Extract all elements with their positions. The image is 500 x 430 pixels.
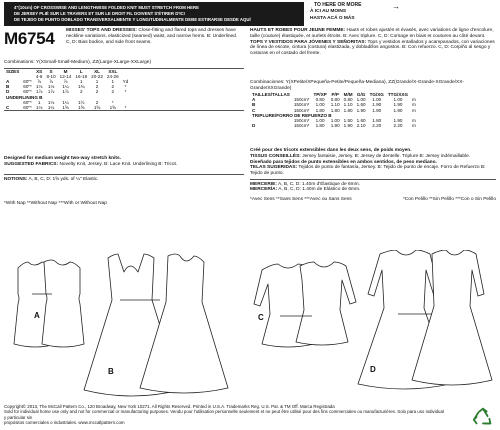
yardage-value: 1⅛ bbox=[47, 99, 55, 105]
yardage-value: 1.00 bbox=[372, 97, 382, 103]
yardage-value: 1½ bbox=[78, 99, 85, 105]
tissus-fr bbox=[250, 154, 496, 160]
gauge-target-en: TO HERE OR MORE bbox=[314, 2, 362, 8]
yardage-value: 1¼ bbox=[47, 105, 55, 111]
sizes-label: TAILLES/TALLAS bbox=[252, 92, 290, 97]
view-letter: A bbox=[252, 97, 256, 103]
view-letter: D bbox=[6, 89, 10, 95]
yardage-value: 2 bbox=[111, 89, 115, 95]
copyright-line: Copyright© 2013, The McCall Pattern Co., 120 Broadway, New York 10271. All Rights Reserved. Printed in U.S.A. Trademarks Reg. U.S. Pat. & TM Off. Marca Registrada bbox=[4, 404, 335, 409]
view-a-drawing bbox=[14, 260, 84, 347]
size-number: 16-18 bbox=[75, 73, 88, 79]
tissus-text: Jersey fantaisie, Jersey. B: Jersey de dentelle. Triplure B: Jersey indémaillable. bbox=[300, 153, 471, 159]
description-fr bbox=[250, 28, 496, 40]
yardage-value: 2.20 bbox=[372, 123, 382, 129]
fabric-width: 60"* bbox=[23, 105, 32, 111]
fabric-width: 60"* bbox=[23, 99, 32, 105]
yardage-table-en bbox=[4, 68, 244, 111]
view-label-b: B bbox=[108, 367, 114, 376]
yardage-value: 1.80 bbox=[372, 118, 382, 124]
size-label: XXL bbox=[108, 68, 118, 74]
size-label: TP/XP bbox=[313, 92, 327, 97]
gauge-text-en: 4"(10cm) OF CROSSWISE AND LENGTHWISE FOLDED KNIT MUST STRETCH FROM HERE bbox=[14, 5, 199, 10]
fabric-width: 60"* bbox=[23, 79, 32, 84]
size-number: 4-6 bbox=[35, 73, 43, 79]
divider bbox=[250, 179, 496, 180]
yardage-value: 0.80 bbox=[315, 97, 325, 103]
yardage-value: 0.80 bbox=[330, 97, 340, 103]
yardage-value: 2 bbox=[95, 84, 99, 90]
yardage-value: 1.90 bbox=[372, 102, 382, 108]
yardage-value: 1¾ bbox=[78, 84, 85, 90]
size-label: TTG/XXG bbox=[387, 92, 409, 97]
size-label: XS bbox=[36, 68, 43, 74]
unit-label: Yd bbox=[122, 79, 129, 84]
fabric-width: 150cm* bbox=[293, 97, 310, 103]
view-letter: B bbox=[6, 84, 10, 90]
fabric-width: 60"* bbox=[23, 84, 32, 90]
yardage-value: 1.90 bbox=[356, 107, 366, 113]
merceria-text: A, B, C, D: 1.40m de Elástico de 6mm. bbox=[277, 187, 361, 193]
gauge-target bbox=[304, 2, 404, 26]
size-label: TG/XG bbox=[369, 92, 384, 97]
size-label: P/P bbox=[331, 92, 339, 97]
view-letter: D bbox=[252, 123, 256, 129]
view-b-drawing bbox=[84, 254, 228, 396]
yardage-value: 1.00 bbox=[330, 118, 340, 124]
unit-label: m bbox=[412, 102, 416, 108]
yardage-value: 1.90 bbox=[393, 118, 403, 124]
yardage-value: 1.80 bbox=[315, 107, 325, 113]
unit-label: m bbox=[412, 97, 416, 103]
fabric-width: 150cm* bbox=[293, 123, 310, 129]
view-label-d: D bbox=[370, 365, 376, 374]
size-label: XL bbox=[94, 68, 100, 74]
yardage-value: 1.00 bbox=[315, 118, 325, 124]
gauge-target-fr: À ICI AU MOINS bbox=[310, 9, 347, 14]
yardage-value: 1.60 bbox=[356, 118, 366, 124]
arrow-right-icon: → bbox=[392, 2, 400, 11]
yardage-value: 1.80 bbox=[315, 123, 325, 129]
description-en-heading: MISSES' TOPS AND DRESSES: bbox=[66, 28, 137, 33]
suggested-fabrics-en bbox=[4, 162, 244, 168]
yardage-value: 1.10 bbox=[330, 102, 340, 108]
unit-label: m bbox=[412, 118, 416, 124]
telas-text: Tejidos de punto de fantasía, Jersey. B: Tejido de punto de encaje. Forro de Refuerzo B: Tejido de punto. bbox=[250, 165, 486, 177]
fabric-width: 150cm* bbox=[293, 118, 310, 124]
view-d-drawing bbox=[358, 250, 492, 389]
mercerie-heading: MERCERIE: bbox=[250, 181, 277, 187]
size-label: L bbox=[79, 68, 83, 74]
yardage-value: 1.80 bbox=[343, 107, 353, 113]
size-label: S bbox=[49, 68, 53, 74]
description-fr-text: Hauts et robes ajustés et évasés, avec variations de ligne d'encolure, taille (couture) élastiquée, et ourlets étroits. B: Avec triplure. C, D: Corsage en biais et coutures au côté devant. bbox=[250, 28, 494, 39]
mercerie-text: A, B, C, D: 1.40m d'Élastique de 6mm. bbox=[276, 181, 360, 187]
yardage-value: 1.50 bbox=[343, 118, 353, 124]
nap-legend-es: *Con Pelillo **Sin Pelillo ***Con o Sin Pelillo bbox=[402, 197, 496, 203]
view-c-drawing bbox=[254, 262, 356, 347]
description-es-text: Tops y vestidos entallados y acampanados, con variaciones de línea de escote, cintura (costura) elastizada, y dobladillos angostos. B: Con refuerzo. C, D: Corpiño al sesgo y costuras en el costado del frente. bbox=[250, 39, 495, 57]
yardage-value: 1.60 bbox=[356, 102, 366, 108]
view-label-a: A bbox=[34, 311, 40, 320]
view-letter: A bbox=[6, 79, 10, 84]
yardage-value: 1.10 bbox=[343, 102, 353, 108]
usage-line-2: propósitos comerciales o industriales. www.mccallpattern.com bbox=[4, 420, 125, 426]
yardage-value: 1.80 bbox=[330, 107, 340, 113]
nap-legend-fr: *Avec Sens **Sans Sens ***Avec ou Sans Sens bbox=[250, 197, 352, 203]
fabric-width: 150cm* bbox=[293, 107, 310, 113]
yardage-value: 1¼ bbox=[62, 99, 69, 105]
description-fr-heading: HAUTS ET ROBES POUR JEUNE FEMME: bbox=[250, 28, 346, 33]
yardage-value: 1.90 bbox=[393, 102, 403, 108]
yardage-value: * bbox=[111, 99, 114, 105]
stretch-gauge bbox=[4, 2, 404, 26]
merceria-es bbox=[250, 187, 496, 193]
size-number: 24-26 bbox=[106, 73, 119, 79]
nap-legend-en: *With Nap **Without Nap ***With or Without Nap bbox=[4, 200, 107, 206]
gauge-text-fr: DE JERSEY PLIÉ SUR LE TRAVERS ET SUR LE DROIT FIL DOIVENT S'ÉTIRER D'ICI bbox=[14, 11, 185, 16]
description-en-text: Close-fitting and flared tops and dresses have neckline variations, elasticized (seamed) waist, and narrow hems. B: Underlined. C, D: Bias bodice, and side front seams. bbox=[66, 28, 238, 45]
view-letter: C bbox=[252, 107, 256, 113]
recycle-icon bbox=[472, 406, 494, 428]
merceria-heading: MERCERÍA: bbox=[250, 187, 278, 193]
notes-en bbox=[4, 156, 244, 207]
fabric-width: 60"* bbox=[23, 89, 32, 95]
yardage-value: 1⅞ bbox=[47, 89, 55, 95]
yardage-value: 2 bbox=[95, 99, 99, 105]
yardage-row bbox=[4, 105, 130, 110]
description-fr-es bbox=[250, 28, 496, 57]
telas-heading: TELAS SUGERIDAS: bbox=[250, 165, 298, 171]
yardage-value: 1 bbox=[80, 79, 83, 84]
pattern-number: M6754 bbox=[4, 29, 55, 48]
size-number: 20-22 bbox=[91, 73, 103, 79]
size-number: 12-14 bbox=[59, 73, 72, 79]
size-label: M bbox=[63, 68, 68, 74]
sizes-label: SIZES bbox=[6, 68, 20, 74]
yardage-value: 1⅝ bbox=[109, 105, 116, 111]
yardage-value: ⅞ bbox=[63, 79, 68, 84]
yardage-value: 1⅝ bbox=[78, 105, 85, 111]
notions-text: A, B, C, D: 1⅝ yds. of ¼" Elastic. bbox=[27, 177, 99, 183]
yardage-value: 2 bbox=[111, 84, 115, 90]
view-label-c: C bbox=[258, 313, 264, 322]
telas-es bbox=[250, 165, 496, 177]
description-es-heading: TOPS Y VESTIDOS PARA JÓVENES Y SEÑORITAS: bbox=[250, 39, 367, 45]
yardage-value: 1⅝ bbox=[62, 105, 69, 111]
yardage-value: 1⅞ bbox=[35, 89, 43, 95]
divider bbox=[4, 174, 244, 175]
yardage-value: 1.90 bbox=[372, 107, 382, 113]
divider bbox=[4, 110, 244, 111]
copyright-footer bbox=[4, 404, 444, 426]
yardage-value: 2 bbox=[80, 89, 83, 95]
unit-label: * bbox=[124, 89, 127, 95]
yardage-value: 2 bbox=[95, 89, 99, 95]
unit-label: * bbox=[124, 84, 127, 90]
yardage-value: ⅞ bbox=[37, 79, 42, 84]
yardage-value: 1.00 bbox=[393, 97, 403, 103]
interfacing-row bbox=[250, 123, 418, 128]
combinations-es: Combinaciones: Y(XPetite/XPequeña-Petite/Pequeña-Mediana), ZZ(Grande/X-Grande-XGrande/XX-Grande/XXGrande) bbox=[250, 80, 465, 91]
yardage-value: ⅞ bbox=[49, 79, 53, 84]
yardage-value: 1 bbox=[111, 79, 115, 84]
usage-line: Sold for individual home use only and not for commercial or manufacturing purposes. Vendu pour l'utilisation personnelle seulement et ne peut être utilisé pour des fins commerciales ou manufacturières. Solo para uso individual y particular sin bbox=[4, 409, 444, 420]
view-letter: B bbox=[252, 102, 256, 108]
gauge-text-es: DE TEJIDO DE PUNTO DOBLADO TRANSVERSALMENTE Y LONGITUDINALMENTE DEBE ESTIRARSE DESDE AQUÍ bbox=[14, 17, 251, 22]
nap-legend-fr-es bbox=[250, 197, 496, 203]
yardage-value: 1⅛ bbox=[35, 84, 43, 90]
underlining-label: UNDERLINING B bbox=[6, 94, 43, 100]
yardage-value: 1⅛ bbox=[35, 105, 43, 111]
yardage-value: 1⅝ bbox=[93, 105, 101, 111]
notions-en bbox=[4, 177, 244, 183]
combinations-en: Combinations: Y(XSmall-Small-Medium), ZZ(Large-XLarge-XXLarge) bbox=[4, 60, 152, 65]
size-label: M/M bbox=[343, 92, 353, 97]
yardage-value: 1.90 bbox=[393, 107, 403, 113]
yardage-row bbox=[4, 89, 130, 94]
suggested-fabrics-heading: SUGGESTED FABRICS: bbox=[4, 161, 59, 167]
yardage-value: 1.00 bbox=[315, 102, 325, 108]
yardage-value: 1.00 bbox=[356, 97, 366, 103]
size-number: 8-10 bbox=[46, 73, 56, 79]
yardage-value: 2.20 bbox=[393, 123, 403, 129]
garment-technical-drawings bbox=[0, 250, 500, 402]
unit-label: m bbox=[412, 123, 416, 129]
yardage-value: 1.90 bbox=[330, 123, 340, 129]
unit-label: * bbox=[124, 105, 127, 111]
designed-for-fr: Créé pour des tricots extensibles dans les deux sens, de poids moyen. bbox=[250, 148, 412, 153]
notes-fr-es bbox=[250, 148, 496, 203]
notions-heading: NOTIONS: bbox=[4, 177, 28, 183]
view-letter: C bbox=[6, 105, 10, 111]
tissus-heading: TISSUS CONSEILLÉS: bbox=[250, 153, 301, 159]
designed-for-en: Designed for medium weight two-way stretch knits. bbox=[4, 156, 122, 161]
yardage-value: 1⅞ bbox=[62, 89, 69, 95]
yardage-value: 1.90 bbox=[343, 123, 353, 129]
yardage-value: 1 bbox=[95, 79, 99, 84]
yardage-value: 0.80 bbox=[343, 97, 353, 103]
size-label: G/G bbox=[356, 92, 366, 97]
metric-table bbox=[250, 92, 418, 128]
suggested-fabrics-text: Novelty Knit, Jersey. B: Lace Knit. Underlining B: Tricot. bbox=[58, 161, 178, 167]
yardage-table bbox=[4, 69, 130, 111]
yardage-value: 1 bbox=[37, 99, 41, 105]
unit-label: m bbox=[412, 107, 416, 113]
description-en bbox=[66, 28, 242, 45]
yardage-value: 1¼ bbox=[62, 84, 69, 90]
description-es bbox=[250, 40, 496, 57]
designed-for-es: Diseñado para tejidos de punto extensibles en ambos sentidos, de peso mediano. bbox=[250, 159, 437, 165]
gauge-target-es: HASTA ACÁ O MÁS bbox=[310, 16, 355, 21]
yardage-value: 1⅛ bbox=[47, 84, 55, 90]
yardage-table-metric bbox=[250, 92, 496, 128]
yardage-value: 2.10 bbox=[356, 123, 366, 129]
interfacing-label: TRIPLURE/FORRO DE REFUERZO B bbox=[252, 112, 332, 118]
fabric-width: 150cm* bbox=[293, 102, 310, 108]
